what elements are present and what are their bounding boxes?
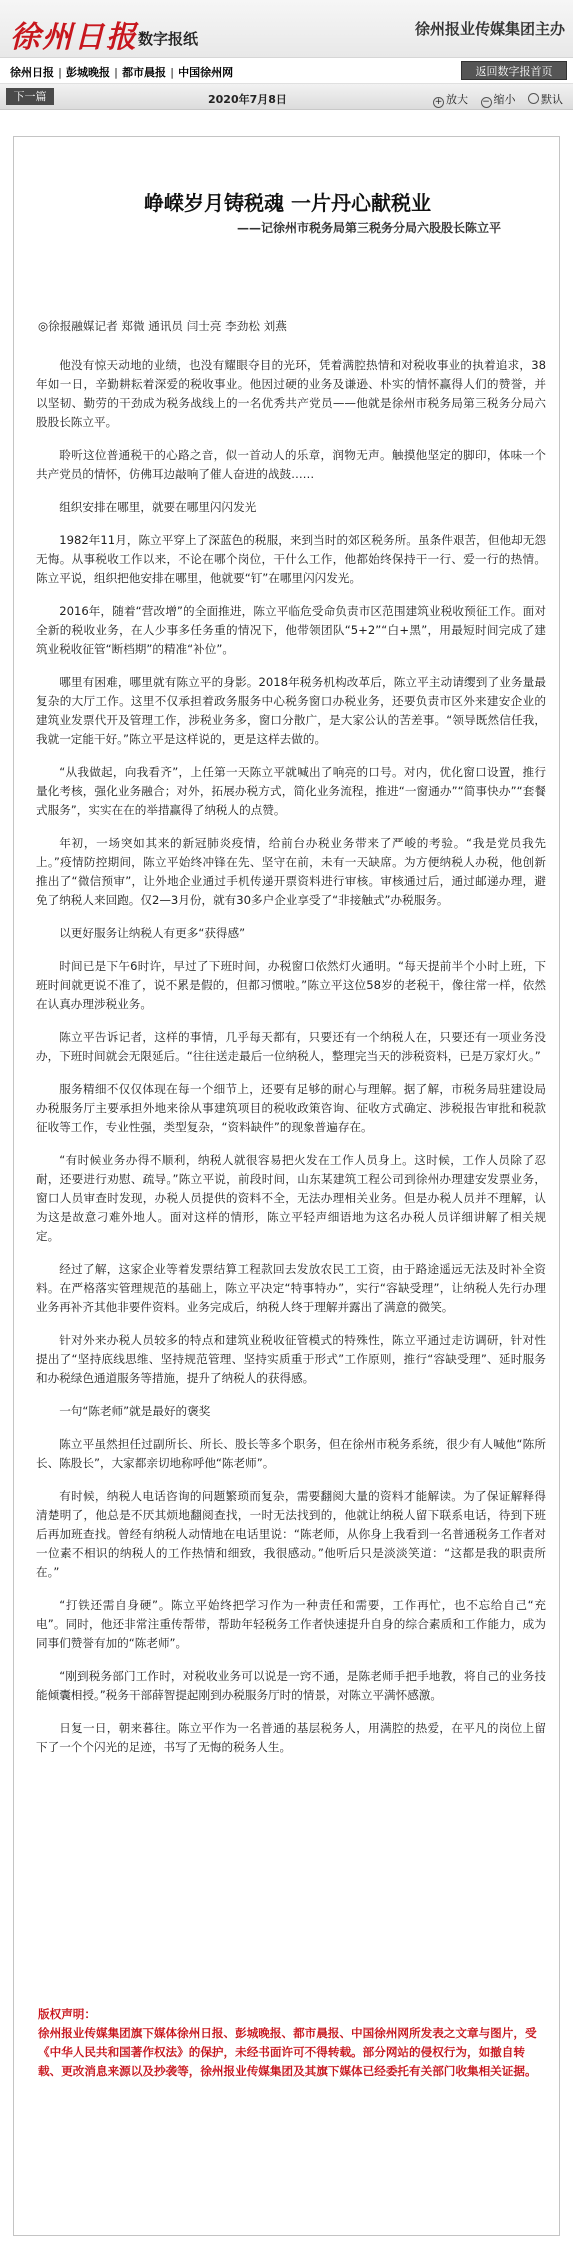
article-paragraph: 时间已是下午6时许，早过了下班时间，办税窗口依然灯火通明。“每天提前半个小时上班，下班时间就更说不准了，说不累是假的，但都习惯啦。”陈立平这位58岁的老税干，像往常一样，依然在认真办理涉税业务。 xyxy=(36,959,546,1011)
nav-link-china-xuzhou[interactable]: 中国徐州网 xyxy=(178,66,234,79)
article-paragraph: 1982年11月，陈立平穿上了深蓝色的税服，来到当时的郊区税务所。虽条件艰苦，但他却无怨无悔。从事税收工作以来，不论在哪个岗位，干什么工作，他都始终保持干一行、爱一行的热情。陈立平说，组织把他安排在哪里，他就要“钉”在哪里闪闪发光。 xyxy=(36,533,546,585)
nav-bar xyxy=(0,58,573,84)
zoom-out-button[interactable] xyxy=(481,91,516,108)
article-paragraph: 聆听这位普通税干的心路之音，似一首动人的乐章，润物无声。触摸他坚定的脚印，体味一个共产党员的情怀，仿佛耳边敲响了催人奋进的战鼓…… xyxy=(36,448,546,481)
zoom-in-label: 放大 xyxy=(446,93,468,106)
nav-link-pengcheng-evening[interactable]: 彭城晚报 xyxy=(66,66,111,79)
article-frame xyxy=(13,136,560,2236)
site-logo[interactable]: 徐州日报 xyxy=(10,20,138,55)
nav-link-xuzhou-daily[interactable]: 徐州日报 xyxy=(10,66,54,79)
article-paragraph: 针对外来办税人员较多的特点和建筑业税收征管模式的特殊性，陈立平通过走访调研，针对性提出了“坚持底线思维、坚持规范管理、坚持实质重于形式”工作原则，推行“容缺受理”、延时服务和办税绿色通道服务等措施，提升了纳税人的获得感。 xyxy=(36,1333,546,1385)
article-paragraph: 服务精细不仅仅体现在每一个细节上，还要有足够的耐心与理解。据了解，市税务局驻建设局办税服务厅主要承担外地来徐从事建筑项目的税收政策咨询、征收方式确定、涉税报告审批和税款征收等工作，专业性强，类型复杂，“资料缺件”的现象普遍存在。 xyxy=(36,1082,546,1134)
next-article-button[interactable]: 下一篇 xyxy=(6,88,54,105)
copyright-title: 版权声明： xyxy=(38,2007,96,2021)
issue-date: 2020年7月8日 xyxy=(208,93,287,106)
zoom-default-button[interactable] xyxy=(528,91,563,107)
section-heading: 组织安排在哪里，就要在哪里闪闪发光 xyxy=(59,500,257,514)
article-paragraph: 2016年，随着“营改增”的全面推进，陈立平临危受命负责市区范围建筑业税收预征工作。面对全新的税收业务，在人少事多任务重的情况下，他带领团队“5+2”“白+黑”，用最短时间完成了建筑业税收征管“断档期”的精准“补位”。 xyxy=(36,604,546,656)
article-paragraph: “有时候业务办得不顺利，纳税人就很容易把火发在工作人员身上。这时候，工作人员除了忍耐，还要进行劝慰、疏导。”陈立平说，前段时间，山东某建筑工程公司到徐州办理建安发票业务，窗口人员审查时发现，办税人员提供的资料不全，无法办理相关业务。但是办税人员并不理解，认为这是故意刁难外地人。面对这样的情形，陈立平轻声细语地为这名办税人员详细讲解了相关规定。 xyxy=(36,1153,546,1243)
back-to-home-button[interactable]: 返回数字报首页 xyxy=(461,61,567,80)
zoom-in-button[interactable] xyxy=(433,91,468,108)
article-paragraph: 经过了解，这家企业等着发票结算工程款回去发放农民工工资，由于路途遥远无法及时补全资料。在严格落实管理规范的基础上，陈立平决定“特事特办”，实行“容缺受理”，让纳税人先行办理业务再补齐其他非要件资料。业务完成后，纳税人终于理解并露出了满意的微笑。 xyxy=(36,1262,546,1314)
nav-separator: | xyxy=(114,66,119,79)
minus-circle-icon: − xyxy=(482,97,490,107)
article-title: 峥嵘岁月铸税魂 一片丹心献税业 xyxy=(144,191,431,215)
plus-circle-icon: + xyxy=(434,97,443,107)
article-byline: ◎徐报融媒记者 郑微 通讯员 闫士亮 李劲松 刘燕 xyxy=(38,319,287,333)
group-name: 徐州报业传媒集团主办 xyxy=(414,20,565,38)
article-paragraph: 他没有惊天动地的业绩，也没有耀眼夺目的光环，凭着满腔热情和对税收事业的执着追求，38年如一日，辛勤耕耘着深爱的税收事业。他因过硬的业务及谦逊、朴实的情怀赢得人们的赞誉，并以坚韧、勤劳的干劲成为税务战线上的一名优秀共产党员——他就是徐州市税务局第三税务分局六股股长陈立平。 xyxy=(36,358,546,429)
nav-link-dushi-morning[interactable]: 都市晨报 xyxy=(122,66,167,79)
article-paragraph: 年初，一场突如其来的新冠肺炎疫情，给前台办税业务带来了严峻的考验。“我是党员我先上。”疫情防控期间，陈立平始终冲锋在先、坚守在前，未有一天缺席。为方便纳税人办税，他创新推出了“微信预审”，让外地企业通过手机传递开票资料进行审核。审核通过后，通过邮递办理，避免了纳税人来回跑。仅2—3月份，就有30多户企业享受了“非接触式”办税服务。 xyxy=(36,836,546,907)
section-heading: 一句“陈老师”就是最好的褒奖 xyxy=(59,1404,211,1418)
article-paragraph: 日复一日，朝来暮往。陈立平作为一名普通的基层税务人，用满腔的热爱，在平凡的岗位上留下了一个个闪光的足迹，书写了无悔的税务人生。 xyxy=(36,1721,546,1754)
article-subtitle: ——记徐州市税务局第三税务分局六股股长陈立平 xyxy=(236,221,501,235)
article-paragraph: “从我做起，向我看齐”，上任第一天陈立平就喊出了响亮的口号。对内，优化窗口设置，推行量化考核，强化业务融合；对外，拓展办税方式，简化业务流程，推进“一窗通办”“简事快办”“套餐式服务”，实实在在的举措赢得了纳税人的点赞。 xyxy=(36,765,546,817)
copyright-text: 徐州报业传媒集团旗下媒体徐州日报、彭城晚报、都市晨报、中国徐州网所发表之文章与图片，受《中华人民共和国著作权法》的保护，未经书面许可不得转载。部分网站的侵权行为，如撤自转载、更改消息来源以及抄袭等，徐州报业传媒集团及其旗下媒体已经委托有关部门收集相关证据。 xyxy=(38,2026,537,2078)
nav-separator: | xyxy=(170,66,175,79)
article-paragraph: 陈立平告诉记者，这样的事情，几乎每天都有，只要还有一个纳税人在，只要还有一项业务没办，下班时间就会无限延后。“往往送走最后一位纳税人，整理完当天的涉税资料，已是万家灯火。” xyxy=(36,1030,546,1063)
article-paragraph: “刚到税务部门工作时，对税收业务可以说是一窍不通，是陈老师手把手地教，将自己的业务技能倾囊相授。”税务干部薛智提起刚到办税服务厅时的情景，对陈立平满怀感激。 xyxy=(36,1669,546,1702)
section-heading: 以更好服务让纳税人有更多“获得感” xyxy=(59,926,246,940)
logo-subtitle: 数字报纸 xyxy=(138,30,199,48)
circle-icon xyxy=(528,93,539,104)
zoom-default-label: 默认 xyxy=(541,93,563,106)
article-body xyxy=(36,317,546,1771)
zoom-out-label: 缩小 xyxy=(493,93,516,106)
article-paragraph: 哪里有困难，哪里就有陈立平的身影。2018年税务机构改革后，陈立平主动请缨到了业务量最复杂的大厅工作。这里不仅承担着政务服务中心税务窗口办税业务，还要负责市区外来建安企业的建筑业发票代开及管理工作，涉税业务多，窗口分散广，是大家公认的苦差事。“领导既然信任我，我就一定能干好。”陈立平是这样说的，更是这样去做的。 xyxy=(36,675,546,746)
article-paragraph: “打铁还需自身硬”。陈立平始终把学习作为一种责任和需要，工作再忙，也不忘给自己“充电”。同时，他还非常注重传帮带，帮助年轻税务工作者快速提升自身的综合素质和工作能力，成为同事们赞誉有加的“陈老师”。 xyxy=(36,1598,546,1650)
toolbar xyxy=(0,84,573,110)
article-paragraph: 陈立平虽然担任过副所长、所长、股长等多个职务，但在徐州市税务系统，很少有人喊他“陈所长、陈股长”，大家都亲切地称呼他“陈老师”。 xyxy=(36,1437,546,1470)
article-paragraph: 有时候，纳税人电话咨询的问题繁琐而复杂，需要翻阅大量的资料才能解读。为了保证解释得清楚明了，他总是不厌其烦地翻阅查找，一时无法找到的，他就让纳税人留下联系电话，待到下班后再加班查找。曾经有纳税人动情地在电话里说：“陈老师，从你身上我看到一名普通税务工作者对一位素不相识的纳税人的工作热情和细致，我很感动。”他听后只是淡淡笑道：“这都是我的职责所在。” xyxy=(36,1489,546,1579)
nav-separator: | xyxy=(58,66,63,79)
copyright-notice xyxy=(38,2005,538,2081)
site-header xyxy=(0,0,573,58)
zoom-controls xyxy=(424,91,563,108)
nav-links xyxy=(10,64,233,80)
